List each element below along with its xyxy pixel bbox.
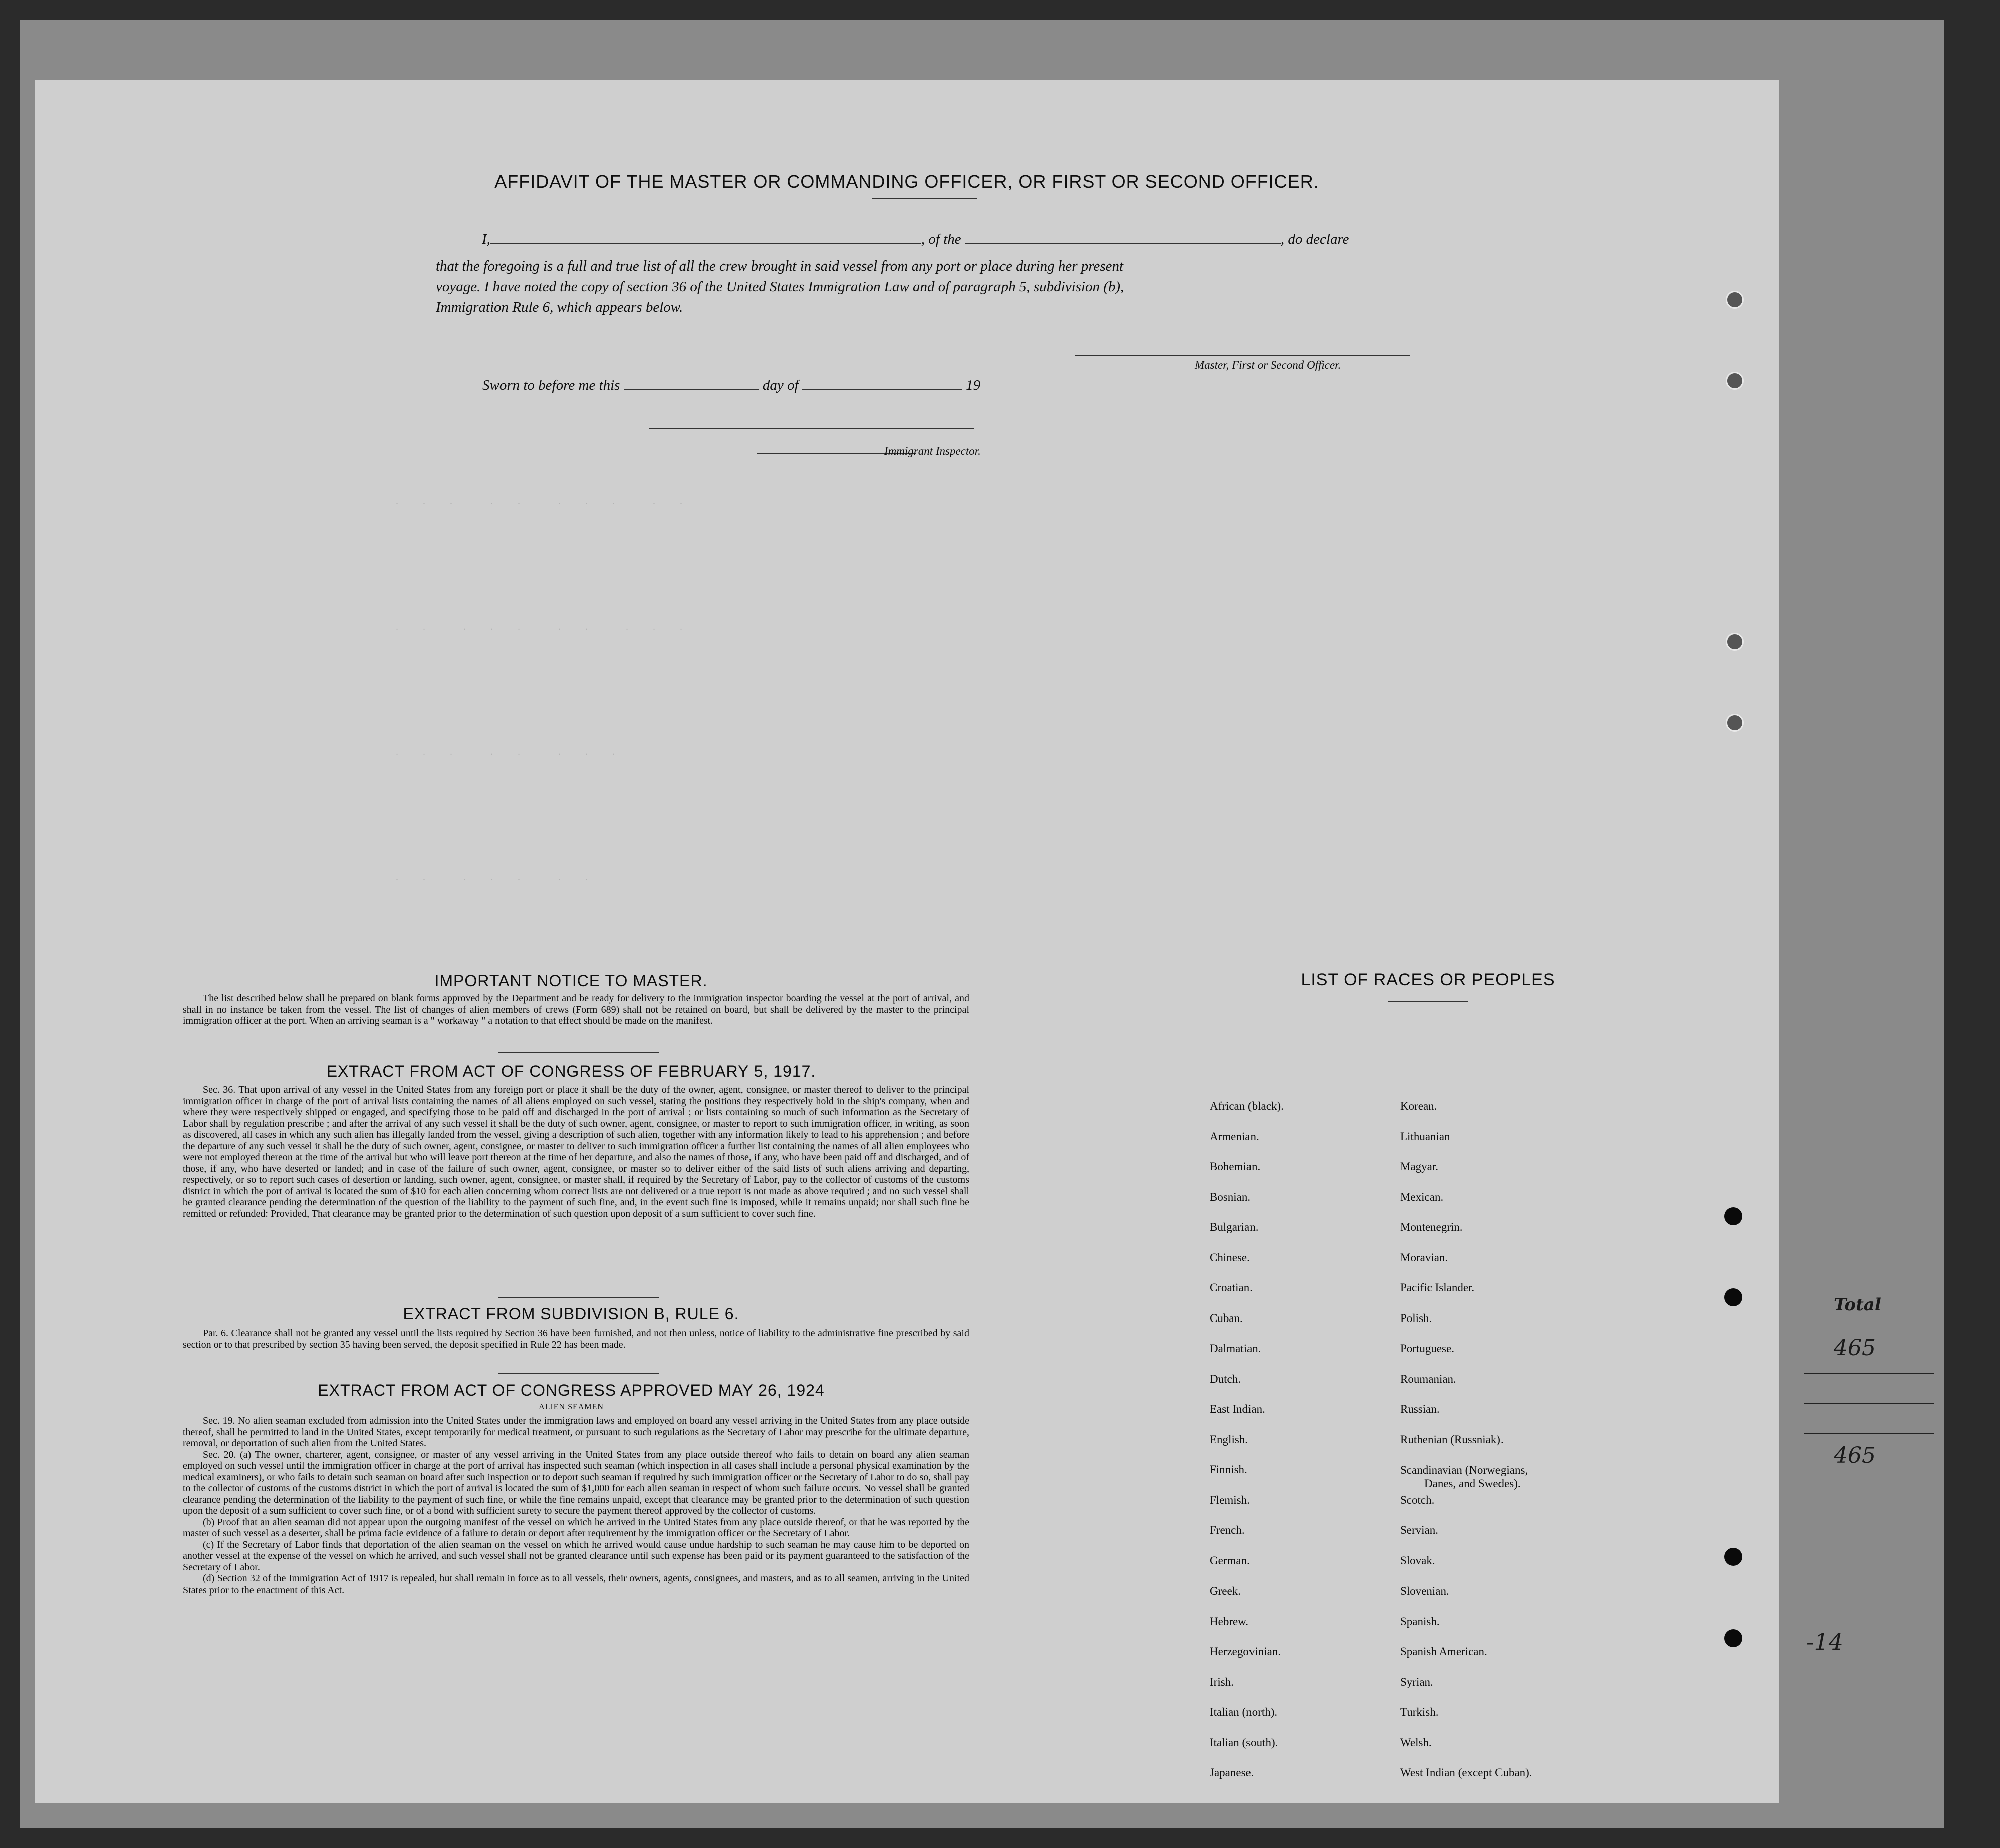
race-item: Herzegovinian. [1210, 1645, 1281, 1658]
extract-1924-text: Sec. 19. No alien seaman excluded from admission into the United States under the immigration laws and employed on board any vessel arriving in the United States from any place outside thereof, shall be permitted to land in the United States, except temporarily for medical treatment, or pursuant to such regulations as the Secretary of Labor may prescribe for the ultimate departure, removal, or deportation of such alien from the United States. Sec. 20. (a) The owner, charterer, agent, consignee, or master of any vessel arriving in the United States from any place outside thereof who fails to detain on board any alien seaman employed on such vessel until the immigration officer in charge at the port of arrival has inspected such seaman (which inspection in all cases shall include a personal physical examination by the medical examiners), or who fails to detain such seaman on board after such inspection or to deport such seaman if required by such immigration officer or the Secretary of Labor to do so, shall pay to the collector of customs of the customs district in which the port of arrival is located the sum of $1,000 for each alien seaman in respect of whom such failure occurs. No vessel shall be granted clearance pending the determination of the liability to the payment of such fine, or while the fine remains unpaid, except that clearance may be granted prior to the determination of such question upon the deposit of a sum sufficient to cover such fine, or of a bond with sufficient surety to secure the payment thereof approved by the collector of customs. (b) Proof that an alien seaman did not appear upon the outgoing manifest of the vessel on which he arrived in the United States from any place outside thereof, or that he was reported by the master of such vessel as a deserter, shall be prima facie evidence of a failure to detain or deport after requirement by the immigration officer or the Secretary of Labor. (c) If the Secretary of Labor finds that deportation of the alien seaman on the vessel on which he arrived would cause undue hardship to such seaman he may cause him to be deported on another vessel at the expense of the vessel on which he arrived, and such vessel shall not be granted clearance until such expense has been paid or its payment guaranteed to the satisfaction of the Secretary of Labor. (d) Section 32 of the Immigration Act of 1917 is repealed, but shall remain in force as to all vessels, their owners, agents, consignees, and masters, and as to all seamen, arriving in the United States prior to the enactment of this Act. [183, 1415, 969, 1596]
inspector-upper-line [649, 428, 974, 429]
bleed-through-marks: . . . . . . . . . . [396, 621, 693, 632]
races-right-column [1400, 1100, 1532, 1797]
race-item: English. [1210, 1433, 1248, 1446]
divider [498, 1052, 659, 1053]
race-item: Polish. [1400, 1311, 1432, 1325]
affidavit-line-3: voyage. I have noted the copy of section 36 of the United States Immigration Law and of paragraph 5, subdivision (b), [436, 279, 1124, 295]
race-item: Japanese. [1210, 1766, 1254, 1779]
divider [1388, 1001, 1468, 1002]
handwritten-line [1804, 1433, 1934, 1434]
handwritten-total-label: Total [1834, 1295, 1881, 1315]
races-title: LIST OF RACES OR PEOPLES [1301, 970, 1555, 989]
race-item: Russian. [1400, 1403, 1440, 1415]
affidavit-line-2: that the foregoing is a full and true list of all the crew brought in said vessel from any port or place during her present [436, 258, 1124, 274]
race-item: Scotch. [1400, 1493, 1435, 1506]
race-item: Italian (north). [1210, 1706, 1278, 1718]
race-item: African (black). [1210, 1100, 1284, 1112]
notice-title: IMPORTANT NOTICE TO MASTER. [434, 972, 708, 990]
vessel-name-blank[interactable] [965, 243, 1281, 244]
race-item: Bosnian. [1210, 1190, 1251, 1203]
title-divider [872, 198, 977, 199]
race-item: Danes, and Swedes). [1424, 1477, 1521, 1490]
bleed-through-marks: . . . . . . . . [396, 746, 626, 757]
binder-hole [1726, 714, 1744, 732]
race-item: Slovak. [1400, 1554, 1435, 1567]
race-item: Finnish. [1210, 1463, 1247, 1476]
bleed-through-marks: . . . . . . . [396, 872, 599, 883]
punched-hole [1724, 1548, 1742, 1566]
race-item: West Indian (except Cuban). [1400, 1766, 1532, 1779]
sworn-line [482, 377, 980, 394]
handwritten-line [1804, 1403, 1934, 1404]
extract-1924-title: EXTRACT FROM ACT OF CONGRESS APPROVED MAY 26, 1924 [318, 1381, 825, 1399]
master-signature-line[interactable] [1075, 355, 1410, 356]
race-item: Scandinavian (Norwegians, [1400, 1464, 1528, 1476]
declarant-prefix: I, [482, 231, 490, 247]
race-item: Montenegrin. [1400, 1221, 1463, 1233]
divider [498, 1297, 659, 1298]
sworn-year: 19 [966, 377, 981, 393]
extract-1917-text: Sec. 36. That upon arrival of any vessel in the United States from any foreign port or place it shall be the duty of the owner, agent, consignee, or master thereof to deliver to the principal immigration officer in charge of the port of arrival lists containing the names of all aliens employed on such vessel, stating the positions they respectively hold in the ship's company, when and where they were respectively shipped or engaged, and specifying those to be paid off and discharged in the port of arrival ; or lists containing so much of such information as the Secretary of Labor shall by regulation prescribe ; and after the arrival of any such vessel it shall be the duty of such owner, agent, consignee, or master to report to such immigration officer, in writing, as soon as discovered, all cases in which any such alien has illegally landed from the vessel, giving a description of such alien, together with any information likely to lead to his apprehension ; and before the departure of any such vessel it shall be the duty of such owner, agent, consignee, or master to deliver to such immigration officer a further list containing the names of all alien employees who were not employed thereon at the time of the arrival but who will leave port thereon at the time of her departure, and also the names of those, if any, who have been paid off and discharged, and of those, if any, who have deserted or landed; and in case of the failure of such owner, agent, consignee, or master so to deliver either of the said lists of such aliens arriving and departing, respectively, or so to report such cases of desertion or landing, such owner, agent, consignee, or master shall, if required by the Secretary of Labor, pay to the collector of customs of the customs district in which the port of arrival is located the sum of $10 for each alien concerning whom correct lists are not delivered or a true report is not made as above required ; and no such vessel shall be granted clearance pending the determination of the question of the liability to the payment of such fine, and, in the event such fine is imposed, while it remains unpaid; nor shall such fine be remitted or refunded: Provided, That clearance may be granted prior to the determination of such question upon deposit of a sum sufficient to cover such fine. [183, 1084, 969, 1219]
race-item: East Indian. [1210, 1403, 1265, 1415]
race-item: Moravian. [1400, 1251, 1448, 1264]
punched-hole [1724, 1207, 1742, 1225]
punched-hole [1724, 1629, 1742, 1647]
race-item: Italian (south). [1210, 1736, 1278, 1749]
master-signature-label: Master, First or Second Officer. [1195, 359, 1341, 371]
binder-hole [1726, 633, 1744, 651]
race-item: Welsh. [1400, 1736, 1432, 1749]
handwritten-figure: 465 [1834, 1335, 1876, 1361]
race-item: Syrian. [1400, 1675, 1433, 1688]
extract-rule6-text: Par. 6. Clearance shall not be granted any vessel until the lists required by Section 36 have been furnished, and not then unless, notice of liability to the administrative fine prescribed by said section or to that prescribed by section 35 having been served, the deposit specified in Rule 22 has been made. [183, 1328, 969, 1350]
do-declare-text: , do declare [1280, 231, 1349, 247]
race-item: Korean. [1400, 1100, 1437, 1112]
inspector-label: Immigrant Inspector. [884, 445, 981, 457]
bleed-through-marks: . . . . . . . . . . [396, 496, 693, 507]
extract-1917-title: EXTRACT FROM ACT OF CONGRESS OF FEBRUARY 5, 1917. [326, 1062, 816, 1080]
race-item: Bulgarian. [1210, 1221, 1259, 1233]
binder-hole [1726, 372, 1744, 390]
races-left-column [1210, 1100, 1284, 1797]
race-item: Turkish. [1400, 1706, 1439, 1718]
sworn-month-blank[interactable] [802, 389, 962, 390]
sworn-day-of: day of [762, 377, 799, 393]
punched-hole [1724, 1288, 1742, 1306]
race-item: Slovenian. [1400, 1585, 1449, 1597]
race-item: Dalmatian. [1210, 1342, 1261, 1355]
handwritten-note: -14 [1806, 1628, 1844, 1655]
race-item: Mexican. [1400, 1190, 1444, 1203]
race-item-two-line [1400, 1463, 1532, 1494]
race-item: Pacific Islander. [1400, 1281, 1475, 1294]
affidavit-line-1 [482, 231, 1349, 248]
document-page [35, 80, 1779, 1803]
race-item: Roumanian. [1400, 1372, 1456, 1385]
race-item: Cuban. [1210, 1311, 1243, 1325]
race-item: Irish. [1210, 1675, 1234, 1688]
race-item: Magyar. [1400, 1160, 1439, 1173]
race-item: French. [1210, 1524, 1245, 1536]
alien-seamen-subtitle: ALIEN SEAMEN [539, 1403, 604, 1411]
race-item: Bohemian. [1210, 1160, 1261, 1173]
binder-hole [1726, 291, 1744, 309]
race-item: Spanish. [1400, 1615, 1440, 1628]
race-item: Croatian. [1210, 1281, 1253, 1294]
race-item: Greek. [1210, 1585, 1241, 1597]
extract-rule6-title: EXTRACT FROM SUBDIVISION B, RULE 6. [403, 1305, 739, 1323]
race-item: Armenian. [1210, 1130, 1259, 1143]
race-item: Servian. [1400, 1524, 1439, 1536]
affidavit-title: AFFIDAVIT OF THE MASTER OR COMMANDING OFFICER, OR FIRST OR SECOND OFFICER. [494, 171, 1319, 192]
race-item: Hebrew. [1210, 1615, 1249, 1628]
race-item: Dutch. [1210, 1372, 1241, 1385]
race-item: Lithuanian [1400, 1130, 1450, 1143]
declarant-name-blank[interactable] [490, 243, 921, 244]
handwritten-figure: 465 [1834, 1443, 1876, 1468]
race-item: German. [1210, 1554, 1250, 1567]
race-item: Ruthenian (Russniak). [1400, 1433, 1504, 1446]
race-item: Chinese. [1210, 1251, 1250, 1264]
notice-text: The list described below shall be prepared on blank forms approved by the Department and be ready for delivery to the immigration inspector boarding the vessel at the port of arrival, and shall in no instance be taken from the vessel. The list of changes of alien members of crews (Form 689) shall not be retained on board, but shall be delivered by the master to the principal immigration officer at the port. When an arriving seaman is a " workaway " a notation to that effect should be made on the manifest. [183, 993, 969, 1026]
affidavit-line-4: Immigration Rule 6, which appears below. [436, 299, 683, 315]
sworn-prefix: Sworn to before me this [482, 377, 620, 393]
handwritten-line [1804, 1373, 1934, 1374]
race-item: Spanish American. [1400, 1645, 1487, 1658]
of-the-text: , of the [921, 231, 961, 247]
divider [498, 1373, 659, 1374]
sworn-day-blank[interactable] [624, 389, 759, 390]
race-item: Portuguese. [1400, 1342, 1454, 1355]
race-item: Flemish. [1210, 1493, 1250, 1506]
